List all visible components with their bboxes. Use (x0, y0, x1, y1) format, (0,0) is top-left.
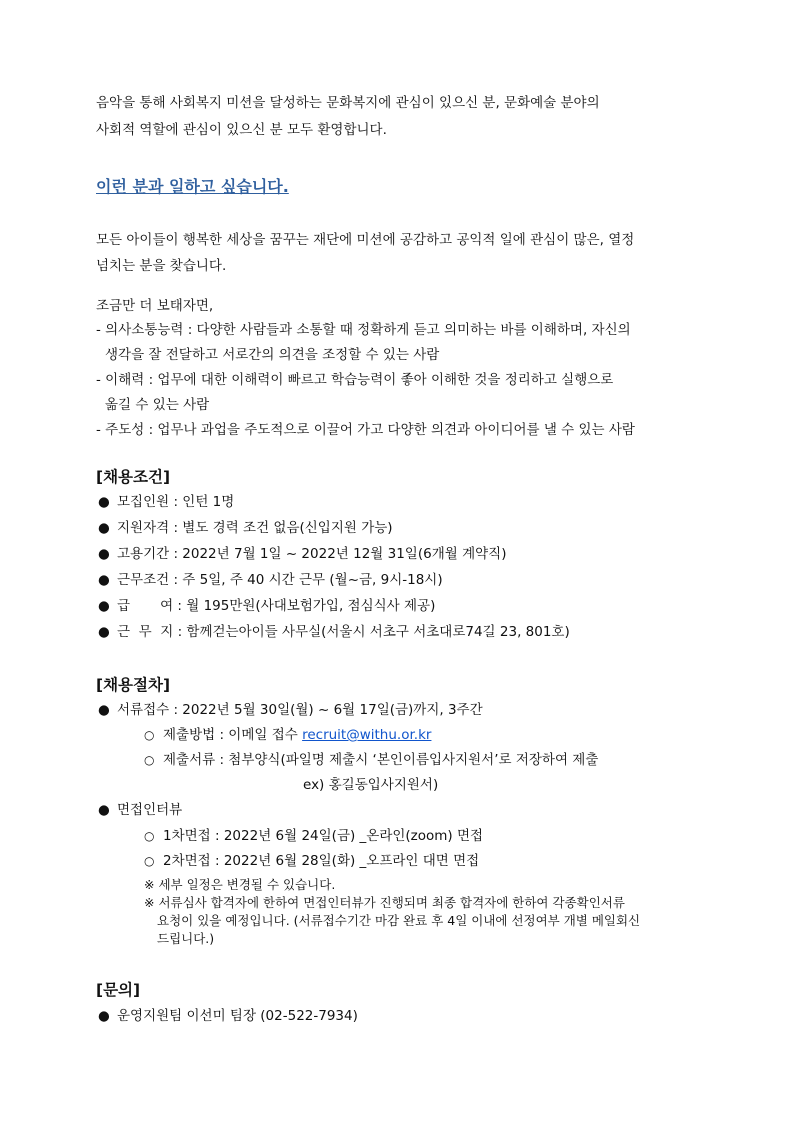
intro-line-1: 음악을 통해 사회복지 미션을 달성하는 문화복지에 관심이 있으신 분, 문화예술 분야의 (96, 95, 600, 111)
condition-period: 고용기간 : 2022년 7월 1일 ~ 2022년 12월 31일(6개월 계약직) (117, 546, 507, 562)
want-paragraph-line-1: 모든 아이들이 행복한 세상을 꿈꾸는 재단에 미션에 공감하고 공익적 일에 관심이 많은, 열정 (96, 232, 635, 248)
process-interview: 면접인터뷰 (117, 802, 183, 818)
process-interview-first: 1차면접 : 2022년 6월 24일(금) _온라인(zoom) 면접 (163, 828, 484, 844)
bullet-icon: ● (98, 598, 110, 614)
bullet-icon: ● (98, 546, 110, 562)
want-item-initiative: - 주도성 : 업무나 과업을 주도적으로 이끌어 가고 다양한 의견과 아이디어를 낼 수 있는 사람 (96, 422, 635, 438)
process-submit-documents: 제출서류 : 첨부양식(파일명 제출시 ‘본인이름입사지원서’로 저장하여 제출 (163, 752, 599, 768)
condition-qualification: 지원자격 : 별도 경력 조건 없음(신입지원 가능) (117, 520, 393, 536)
bullet-icon: ● (98, 624, 110, 640)
process-submit-example: ex) 홍길동입사지원서) (303, 777, 439, 793)
want-paragraph-line-2: 넘치는 분을 찾습니다. (96, 258, 227, 274)
bullet-icon: ● (98, 520, 110, 536)
process-note-screening-1: ※ 서류심사 합격자에 한하여 면접인터뷰가 진행되며 최종 합격자에 한하여 각종확인서류 (144, 895, 625, 910)
conditions-heading: [채용조건] (96, 468, 171, 486)
contact-item: 운영지원팀 이선미 팀장 (02-522-7934) (117, 1008, 358, 1024)
condition-salary: 급 여 : 월 195만원(사대보험가입, 점심식사 제공) (117, 598, 436, 614)
circle-bullet-icon: ○ (144, 728, 155, 742)
process-note-schedule: ※ 세부 일정은 변경될 수 있습니다. (144, 877, 336, 892)
want-item-communication: - 의사소통능력 : 다양한 사람들과 소통할 때 정확하게 듣고 의미하는 바를 이해하며, 자신의 (96, 322, 631, 338)
process-submit-method (163, 725, 431, 745)
circle-bullet-icon: ○ (144, 854, 155, 868)
bullet-icon: ● (98, 494, 110, 510)
circle-bullet-icon: ○ (144, 829, 155, 843)
bullet-icon: ● (98, 1008, 110, 1024)
intro-line-2: 사회적 역할에 관심이 있으신 분 모두 환영합니다. (96, 122, 387, 138)
process-document-submission: 서류접수 : 2022년 5월 30일(월) ~ 6월 17일(금)까지, 3주간 (117, 702, 483, 718)
process-note-screening-3: 드립니다.) (157, 931, 215, 946)
process-heading: [채용절차] (96, 676, 171, 694)
process-interview-second: 2차면접 : 2022년 6월 28일(화) _오프라인 대면 면접 (163, 853, 480, 869)
process-note-screening-2: 요청이 있을 예정입니다. (서류접수기간 마감 완료 후 4일 이내에 선정여부 개별 메일회신 (157, 913, 641, 928)
want-item-communication-cont: 생각을 잘 전달하고 서로간의 의견을 조정할 수 있는 사람 (105, 347, 440, 363)
want-heading: 이런 분과 일하고 싶습니다. (96, 177, 289, 196)
circle-bullet-icon: ○ (144, 753, 155, 767)
want-item-understanding: - 이해력 : 업무에 대한 이해력이 빠르고 학습능력이 좋아 이해한 것을 정리하고 실행으로 (96, 372, 614, 388)
condition-hours: 근무조건 : 주 5일, 주 40 시간 근무 (월~금, 9시-18시) (117, 572, 443, 588)
bullet-icon: ● (98, 572, 110, 588)
want-item-understanding-cont: 옮길 수 있는 사람 (105, 397, 210, 413)
recruit-email-link[interactable]: recruit@withu.or.kr (302, 727, 432, 743)
contact-heading: [문의] (96, 981, 141, 999)
condition-location: 근 무 지 : 함께걷는아이들 사무실(서울시 서초구 서초대로74길 23, 801호) (117, 624, 570, 640)
condition-recruit-count: 모집인원 : 인턴 1명 (117, 494, 235, 510)
submit-method-label: 제출방법 : 이메일 접수 (163, 727, 303, 743)
bullet-icon: ● (98, 802, 110, 818)
want-lead: 조금만 더 보태자면, (96, 298, 214, 314)
bullet-icon: ● (98, 702, 110, 718)
